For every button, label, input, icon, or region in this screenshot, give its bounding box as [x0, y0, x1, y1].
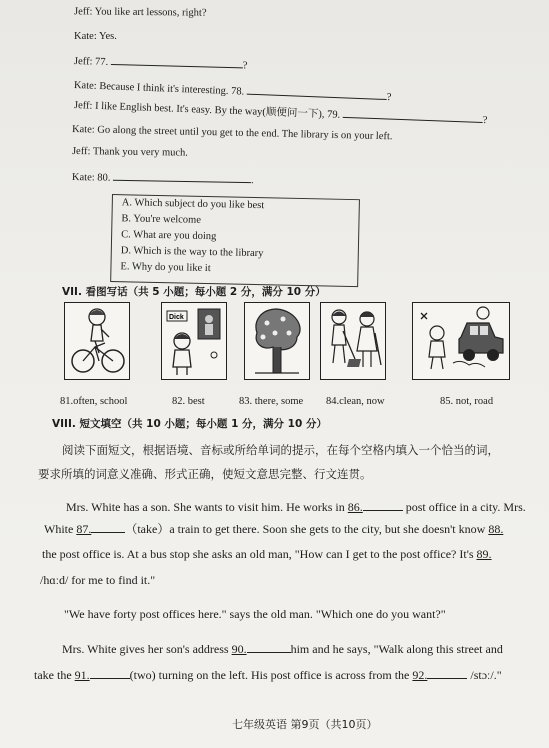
dialogue-line-6: Kate: Go along the street until you get to the end. The library is on your left. [71, 124, 393, 143]
blank-number-92: 92. [412, 668, 428, 682]
picture-82 [161, 302, 227, 380]
passage-line-2 [44, 520, 503, 537]
kids-sweeping-icon [321, 303, 385, 379]
dialogue-line-5 [74, 97, 488, 127]
picture-84 [320, 302, 386, 380]
dialogue-text: Kate: 80. [71, 172, 114, 184]
options-box [110, 194, 360, 287]
dialogue-line-2: Kate: Yes. [74, 31, 117, 42]
dialogue-text: Jeff: I like English best. It's easy. By the way(顺便问一下), 79. [73, 100, 344, 121]
picture-caption-84: 84.clean, now [326, 396, 385, 407]
option-e: E. Why do you like it [120, 261, 211, 275]
page-footer: 七年级英语 第9页（共10页） [232, 718, 378, 731]
picture-caption-81: 81.often, school [60, 396, 128, 407]
blank-number-89: 89. [476, 547, 492, 561]
blank-number-91: 91. [74, 668, 90, 682]
answer-blank-86[interactable] [363, 500, 403, 511]
option-b: B. You're welcome [121, 213, 202, 226]
section-7-title: VII. 看图写话（共 5 小题；每小题 2 分，满分 10 分） [62, 286, 326, 298]
passage-text: (two) turning on the left. His post office is across from the [129, 668, 413, 682]
dialogue-text: Kate: Because I think it's interesting. 78. [73, 80, 248, 98]
poster-label: Dick [169, 314, 184, 321]
picture-caption-85: 85. not, road [440, 396, 494, 407]
answer-blank-90[interactable] [247, 642, 291, 653]
dialogue-line-8 [72, 169, 254, 186]
blank-number-90: 90. [231, 642, 247, 656]
tree-icon [245, 303, 309, 379]
passage-text: Mrs. White has a son. She wants to visit him. He works in [66, 500, 348, 514]
boy-with-poster-icon [162, 303, 226, 379]
dialogue-text: Jeff: 77. [73, 56, 111, 68]
passage-text: take the [34, 668, 75, 682]
passage-line-7 [34, 668, 502, 683]
passage-line-5: "We have forty post offices here." says the old man. "Which one do you want?" [64, 607, 446, 621]
passage-text: （take）a train to get there. Soon she gets to the city, but she doesn't know [125, 522, 489, 536]
picture-83 [244, 302, 310, 380]
instruction-line-1: 阅读下面短文，根据语境、音标或所给单词的提示，在每个空格内填入一个恰当的词， [62, 443, 499, 457]
picture-caption-82: 82. best [172, 396, 205, 407]
question-mark: ? [386, 92, 392, 104]
passage-text: the post office is. At a bus stop she asks an old man, "How can I get to the post office? It's [42, 547, 477, 561]
passage-line-1 [66, 500, 526, 515]
passage-text: White [44, 522, 77, 536]
dialogue-line-1: Jeff: You like art lessons, right? [73, 6, 207, 19]
passage-text: /stɔː/." [467, 668, 502, 682]
picture-85 [412, 302, 510, 380]
section-8-title: VIII. 短文填空（共 10 小题；每小题 1 分，满分 10 分） [52, 418, 327, 430]
answer-blank-77[interactable] [111, 54, 243, 68]
blank-number-86: 86. [347, 500, 363, 514]
answer-blank-79[interactable] [343, 107, 483, 123]
blank-number-87: 87. [76, 522, 92, 536]
question-mark: ? [482, 114, 488, 127]
passage-text: him and he says, "Walk along this street and [290, 642, 503, 656]
picture-81 [64, 302, 130, 380]
passage-text: Mrs. White gives her son's address [62, 642, 232, 656]
dialogue-line-3 [74, 53, 248, 72]
period: . [250, 175, 254, 187]
answer-blank-80[interactable] [113, 170, 251, 183]
passage-line-4: /hɑːd/ for me to find it." [40, 573, 156, 587]
boy-and-car-icon [413, 303, 509, 379]
answer-blank-92[interactable] [427, 668, 467, 679]
passage-text: post office in a city. Mrs. [402, 500, 526, 514]
passage-line-3 [42, 547, 492, 562]
girl-riding-bike-icon [65, 303, 129, 379]
picture-caption-83: 83. there, some [239, 396, 304, 407]
instruction-line-2: 要求所填的词意义准确、形式正确，使短文意思完整、行文连贯。 [38, 467, 372, 481]
option-c: C. What are you doing [121, 229, 217, 243]
answer-blank-91[interactable] [90, 668, 130, 679]
option-d: D. Which is the way to the library [120, 245, 264, 260]
passage-line-6 [62, 642, 503, 657]
question-mark: ? [242, 60, 248, 72]
blank-number-88: 88. [488, 522, 504, 536]
answer-blank-87[interactable] [91, 522, 125, 533]
option-a: A. Which subject do you like best [121, 197, 265, 212]
dialogue-line-7: Jeff: Thank you very much. [71, 146, 189, 159]
answer-blank-78[interactable] [247, 84, 387, 100]
